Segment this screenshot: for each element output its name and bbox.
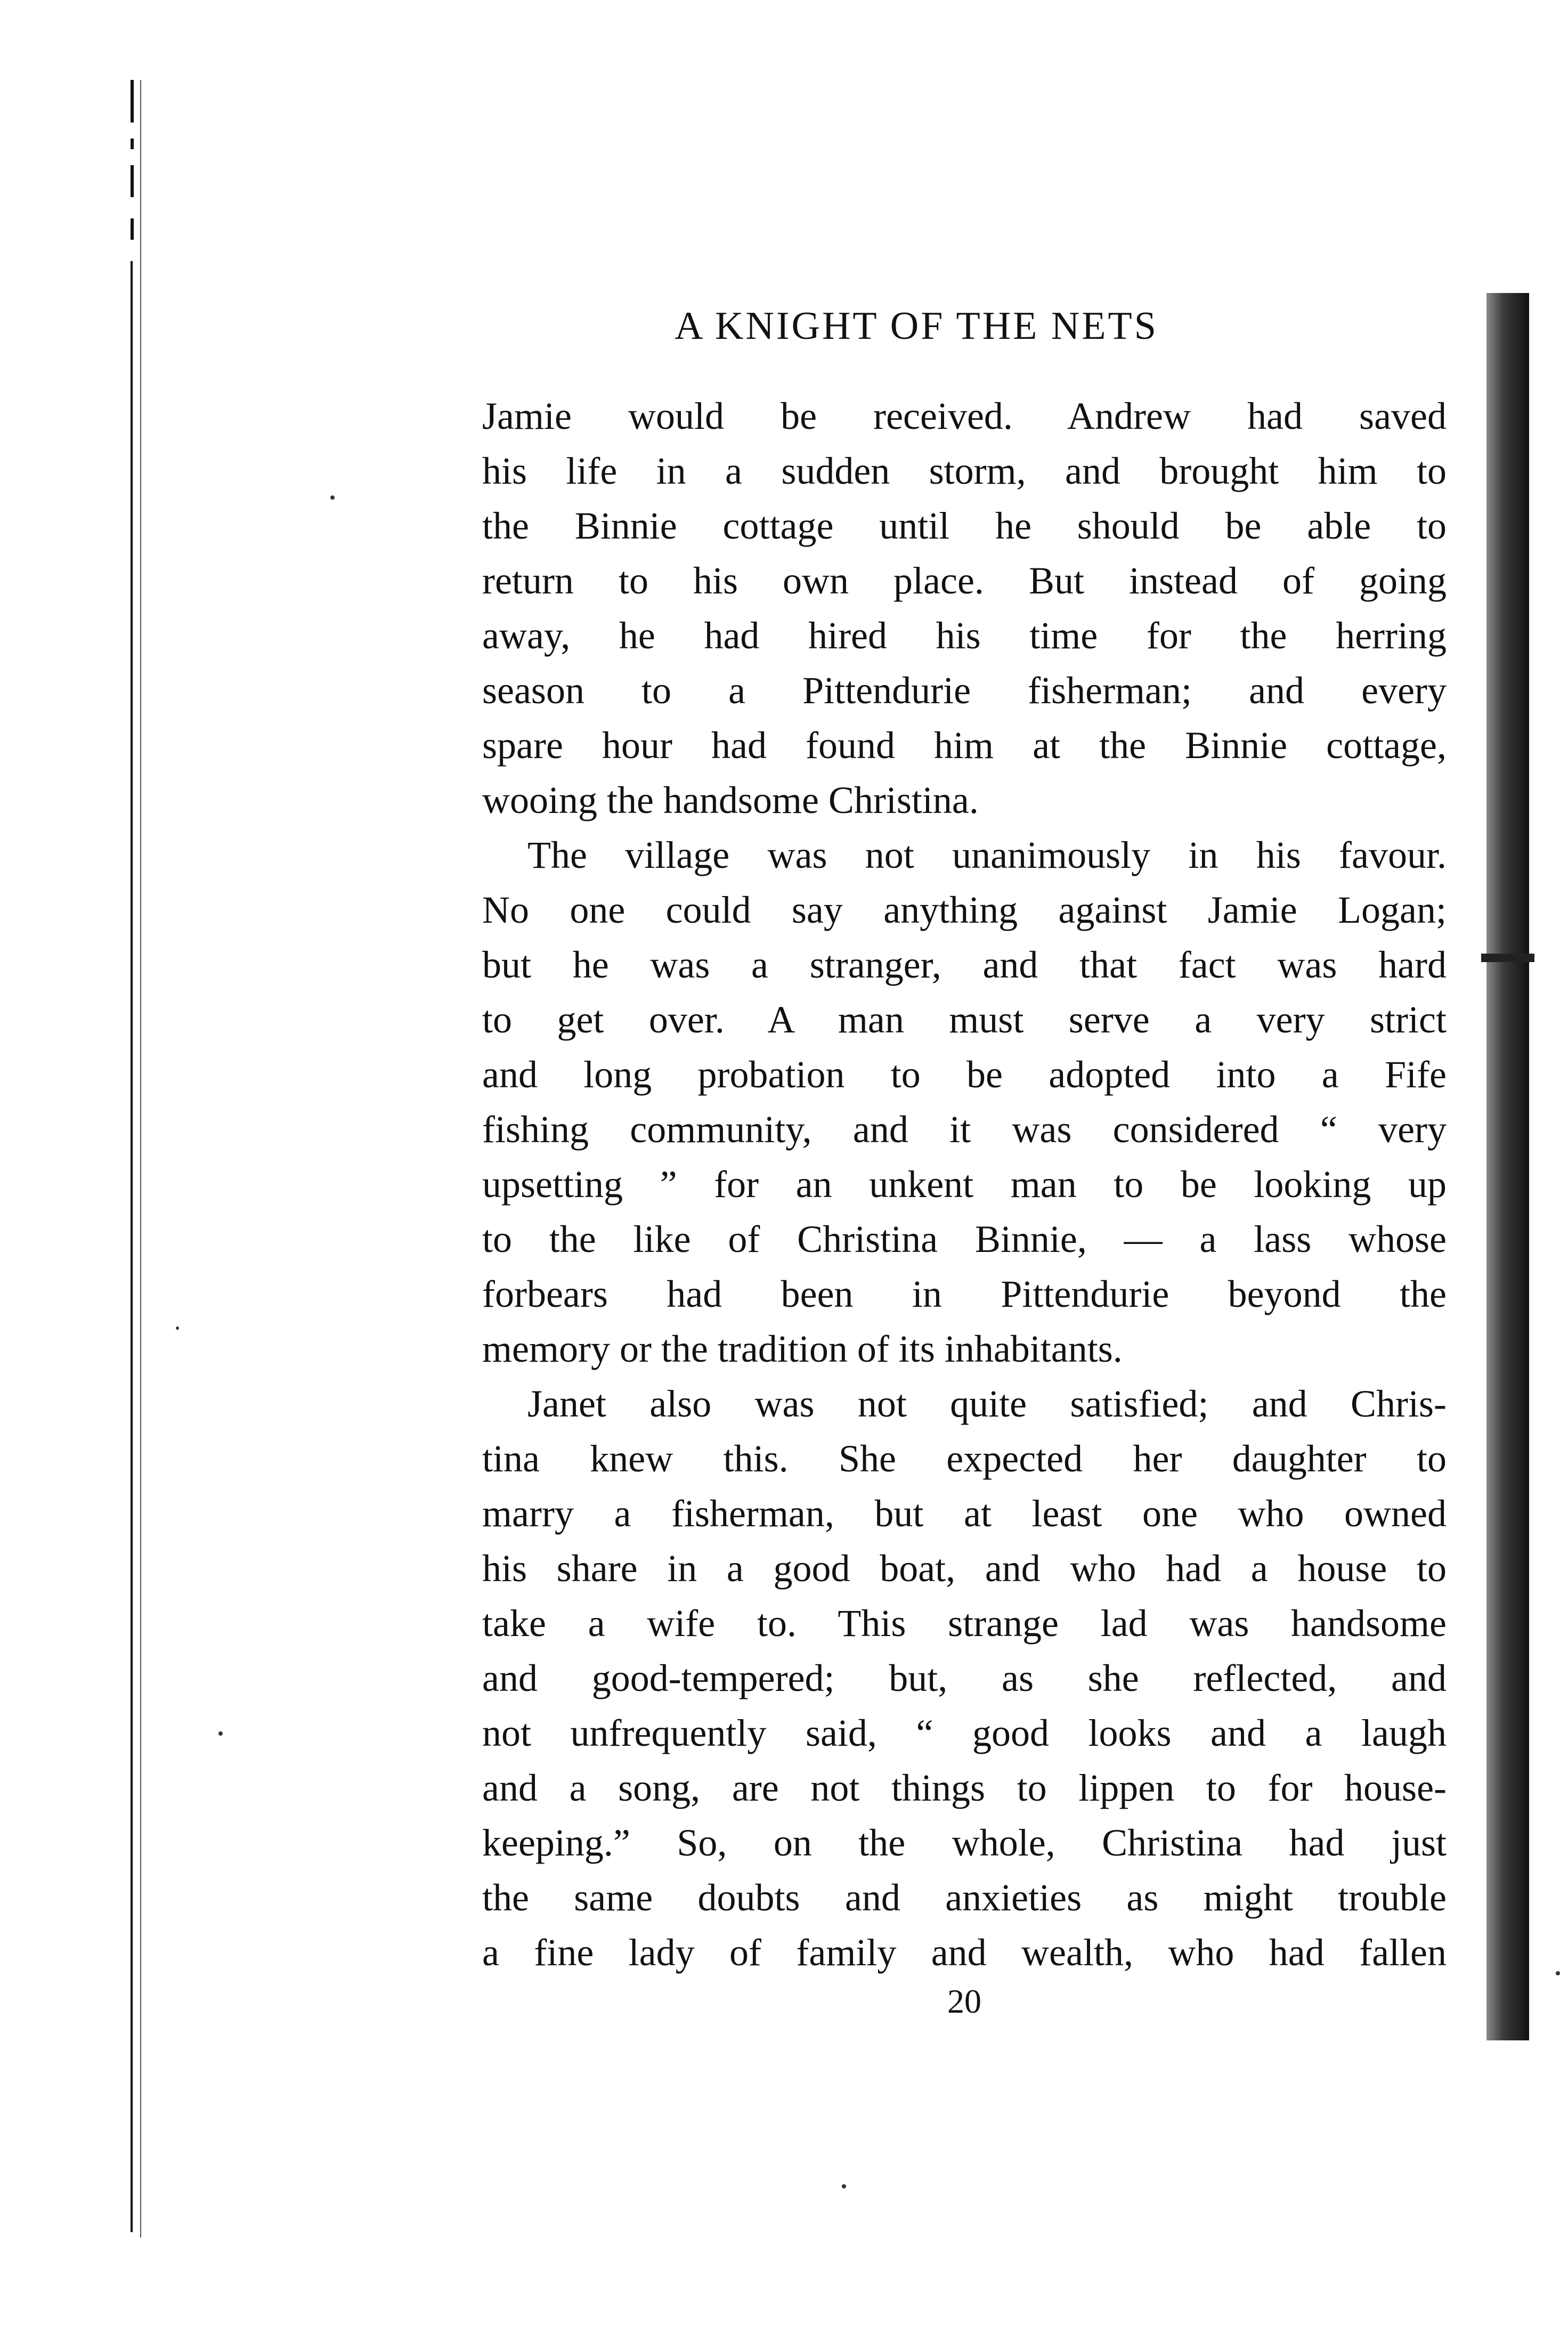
text-line: and a song, are not things to lippen to for house- bbox=[482, 1767, 1447, 1809]
text-line: forbears had been in Pittendurie beyond the bbox=[482, 1273, 1447, 1315]
page-edge-shadow bbox=[1486, 293, 1529, 2040]
text-line: return to his own place. But instead of going bbox=[482, 559, 1447, 602]
text-line: and good-tempered; but, as she reflected, and bbox=[482, 1657, 1447, 1699]
text-line: season to a Pittendurie fisherman; and every bbox=[482, 669, 1447, 712]
text-line: take a wife to. This strange lad was handsome bbox=[482, 1602, 1447, 1645]
text-line: and long probation to be adopted into a Fife bbox=[482, 1053, 1447, 1096]
text-line: marry a fisherman, but at least one who owned bbox=[482, 1492, 1447, 1535]
paragraph bbox=[482, 828, 1447, 1377]
text-line: No one could say anything against Jamie Logan; bbox=[482, 889, 1447, 931]
paper-speck bbox=[1556, 1971, 1560, 1975]
text-line: memory or the tradition of its inhabitants. bbox=[482, 1328, 1123, 1370]
text-line: his share in a good boat, and who had a house to bbox=[482, 1547, 1447, 1590]
text-line: spare hour had found him at the Binnie cottage, bbox=[482, 724, 1447, 767]
text-line: The village was not unanimously in his favour. bbox=[527, 834, 1447, 876]
binding-gutter bbox=[131, 80, 147, 2238]
text-line: a fine lady of family and wealth, who had fallen bbox=[482, 1931, 1447, 1974]
paragraph bbox=[482, 1377, 1447, 1980]
text-line: the Binnie cottage until he should be able to bbox=[482, 505, 1447, 547]
paper-speck bbox=[842, 2184, 846, 2188]
text-line: not unfrequently said, “ good looks and a laugh bbox=[482, 1712, 1447, 1754]
body-text bbox=[482, 389, 1447, 1980]
paper-speck bbox=[330, 495, 335, 500]
text-line: his life in a sudden storm, and brought him to bbox=[482, 450, 1447, 492]
page-edge-mark bbox=[1481, 954, 1534, 962]
paper-speck bbox=[176, 1327, 179, 1330]
paragraph bbox=[482, 389, 1447, 828]
text-line: tina knew this. She expected her daughter to bbox=[482, 1437, 1447, 1480]
text-line: fishing community, and it was considered “ very bbox=[482, 1108, 1447, 1151]
text-line: wooing the handsome Christina. bbox=[482, 779, 979, 821]
text-line: Jamie would be received. Andrew had saved bbox=[482, 395, 1447, 437]
text-line: away, he had hired his time for the herring bbox=[482, 614, 1447, 657]
paper-speck bbox=[218, 1731, 223, 1736]
text-line: the same doubts and anxieties as might trouble bbox=[482, 1876, 1447, 1919]
text-line: Janet also was not quite satisfied; and Chris- bbox=[527, 1382, 1447, 1425]
text-line: to get over. A man must serve a very strict bbox=[482, 998, 1447, 1041]
text-line: keeping.” So, on the whole, Christina had just bbox=[482, 1821, 1447, 1864]
text-line: upsetting ” for an unkent man to be looking up bbox=[482, 1163, 1447, 1206]
text-line: but he was a stranger, and that fact was hard bbox=[482, 943, 1447, 986]
page-number: 20 bbox=[947, 1982, 981, 2020]
text-line: to the like of Christina Binnie, — a lass whose bbox=[482, 1218, 1447, 1260]
running-head: A KNIGHT OF THE NETS bbox=[675, 304, 1158, 348]
